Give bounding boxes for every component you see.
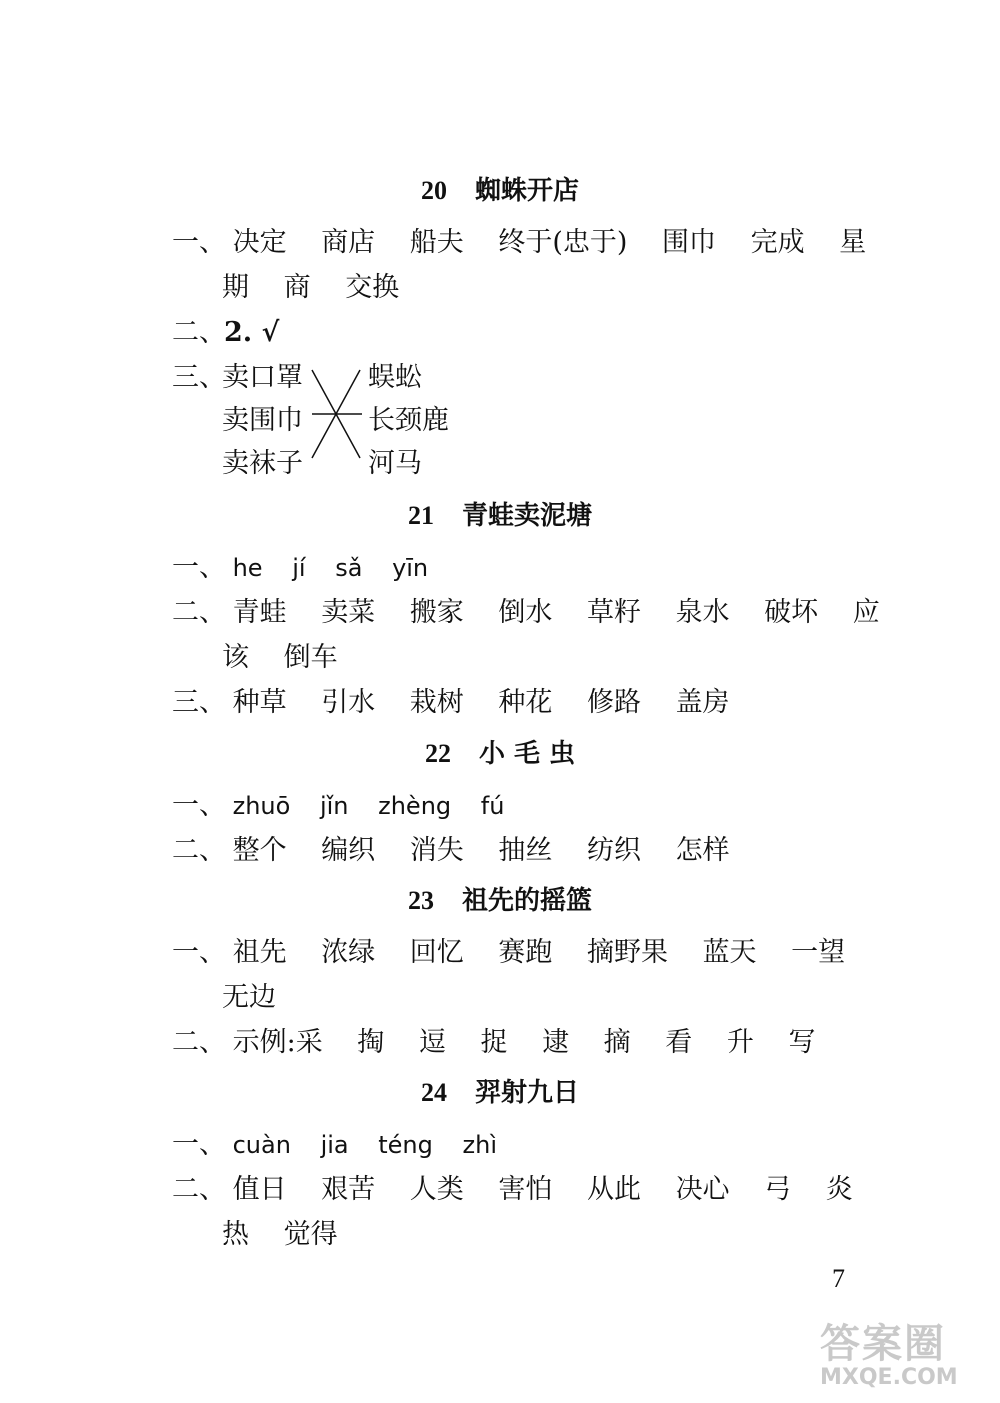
answer-word: 抽丝: [498, 835, 553, 866]
answer-word: 弓: [764, 1174, 792, 1205]
section-title-21: 21 青蛙卖泥塘: [407, 501, 592, 531]
answer-word: 祖先: [232, 937, 287, 968]
q1-line2-20: [222, 265, 425, 304]
answer-word: 一望: [791, 937, 846, 968]
answer-word: 怎样: [675, 835, 730, 866]
answer-word: 回忆: [409, 937, 464, 968]
answer-word: 升: [726, 1027, 754, 1058]
answer-word: 写: [788, 1027, 816, 1058]
answer-word: 害怕: [498, 1174, 553, 1205]
match-left-3: 卖袜子: [222, 448, 303, 479]
q3-prefix-20: 三、: [172, 362, 226, 393]
match-left-1: 卖口罩: [222, 362, 303, 393]
q2-line2-21: [222, 635, 364, 674]
answer-word: 破坏: [764, 597, 819, 628]
answer-word: 船夫: [409, 227, 464, 258]
answer-word: 交换: [345, 272, 400, 303]
q2-line-22: 二、 整个 编织 消失 抽丝 纺织 怎样: [172, 828, 756, 867]
matching-lines: [308, 360, 368, 470]
pinyin-item: jí: [292, 554, 306, 582]
answer-word: 星: [839, 227, 867, 258]
pinyin-item: zhì: [462, 1131, 497, 1159]
answer-word: 决心: [675, 1174, 730, 1205]
pinyin-item: zhuō: [232, 792, 291, 820]
q1-line-24: 一、 cuàn jia téng zhì: [172, 1129, 497, 1160]
pinyin-item: jǐn: [319, 792, 349, 820]
q2-line-20: 二、2. √: [172, 317, 280, 348]
answer-word: 引水: [321, 687, 376, 718]
answer-word: 种花: [498, 687, 553, 718]
q1-line-22: 一、 zhuō jǐn zhèng fú: [172, 790, 505, 821]
q3-line-21: 三、 种草 引水 栽树 种花 修路 盖房: [172, 680, 756, 719]
q1-line2-23: [222, 975, 302, 1014]
pinyin-item: he: [232, 554, 263, 582]
match-right-1: 蜈蚣: [368, 362, 422, 393]
answer-word: 完成: [750, 227, 805, 258]
answer-word: 期: [222, 272, 249, 303]
answer-word: 决定: [232, 227, 287, 258]
pinyin-item: téng: [378, 1131, 433, 1159]
answer-word: 栽树: [409, 687, 464, 718]
answer-word: 值日: [232, 1174, 287, 1205]
pinyin-item: cuàn: [232, 1131, 291, 1159]
answer-word: 整个: [232, 835, 287, 866]
answer-word: 草籽: [586, 597, 641, 628]
q1-line-21: 一、 he jí sǎ yīn: [172, 552, 429, 583]
answer-word: 纺织: [586, 835, 641, 866]
answer-word: 商店: [321, 227, 376, 258]
answer-word: 从此: [586, 1174, 641, 1205]
pinyin-item: jia: [320, 1131, 349, 1159]
answer-word: 搬家: [409, 597, 464, 628]
answer-word: 逮: [542, 1027, 570, 1058]
answer-word: 捉: [480, 1027, 508, 1058]
watermark-url: MXQE.COM: [820, 1365, 958, 1390]
answer-word: 艰苦: [321, 1174, 376, 1205]
section-title-24: 24 羿射九日: [420, 1078, 579, 1108]
answer-word: 盖房: [675, 687, 730, 718]
answer-word: 无边: [222, 982, 276, 1013]
pinyin-item: fú: [480, 792, 505, 820]
answer-word: 种草: [232, 687, 287, 718]
answer-word: 掏: [357, 1027, 385, 1058]
q2-line2-24: [222, 1212, 364, 1251]
answer-word: 浓绿: [321, 937, 376, 968]
q1-line-23: 一、 祖先 浓绿 回忆 赛跑 摘野果 蓝天 一望: [172, 930, 871, 969]
section-title-22: 22 小 毛 虫: [424, 739, 576, 769]
answer-word: 炎: [825, 1174, 853, 1205]
answer-word: 消失: [409, 835, 464, 866]
answer-word: 热: [222, 1219, 249, 1250]
answer-word: 泉水: [675, 597, 730, 628]
answer-word: 倒水: [498, 597, 553, 628]
answer-word: 看: [665, 1027, 693, 1058]
match-right-2: 长颈鹿: [368, 405, 449, 436]
example-label: 示例:采: [232, 1027, 323, 1058]
match-left-2: 卖围巾: [222, 405, 303, 436]
page-number: 7: [832, 1264, 845, 1293]
section-title-23: 23 祖先的摇篮: [407, 886, 592, 916]
pinyin-item: zhèng: [378, 792, 452, 820]
answer-word: 卖菜: [321, 597, 376, 628]
pinyin-item: sǎ: [335, 554, 363, 582]
answer-word: 觉得: [283, 1219, 338, 1250]
answer-word: 人类: [409, 1174, 464, 1205]
pinyin-item: yīn: [392, 554, 429, 582]
watermark-logo: 答案圈: [820, 1321, 946, 1367]
answer-word: 编织: [321, 835, 376, 866]
answer-word: 倒车: [283, 642, 338, 673]
section-title-20: 20 蜘蛛开店: [420, 176, 579, 206]
answer-word: 终于(忠于): [498, 227, 628, 258]
answer-word: 摘野果: [586, 937, 668, 968]
answer-word: 应: [852, 597, 880, 628]
match-right-3: 河马: [368, 448, 422, 479]
answer-word: 赛跑: [498, 937, 553, 968]
answer-word: 蓝天: [702, 937, 757, 968]
answer-word: 商: [283, 272, 311, 303]
q2-line-24: 二、 值日 艰苦 人类 害怕 从此 决心 弓 炎: [172, 1167, 879, 1206]
answer-word: 青蛙: [232, 597, 287, 628]
watermark: [820, 1312, 990, 1390]
answer-word: 修路: [586, 687, 641, 718]
q2-line-23: 二、 示例:采 掏 逗 捉 逮 摘 看 升 写: [172, 1020, 841, 1059]
answer-word: 摘: [603, 1027, 631, 1058]
answer-word: 逗: [418, 1027, 446, 1058]
answer-word: 围巾: [662, 227, 717, 258]
answer-word: 该: [222, 642, 249, 673]
q1-line-20: 一、 决定 商店 船夫 终于(忠于) 围巾 完成 星: [172, 220, 892, 259]
q2-line-21: 二、 青蛙 卖菜 搬家 倒水 草籽 泉水 破坏 应: [172, 590, 906, 629]
